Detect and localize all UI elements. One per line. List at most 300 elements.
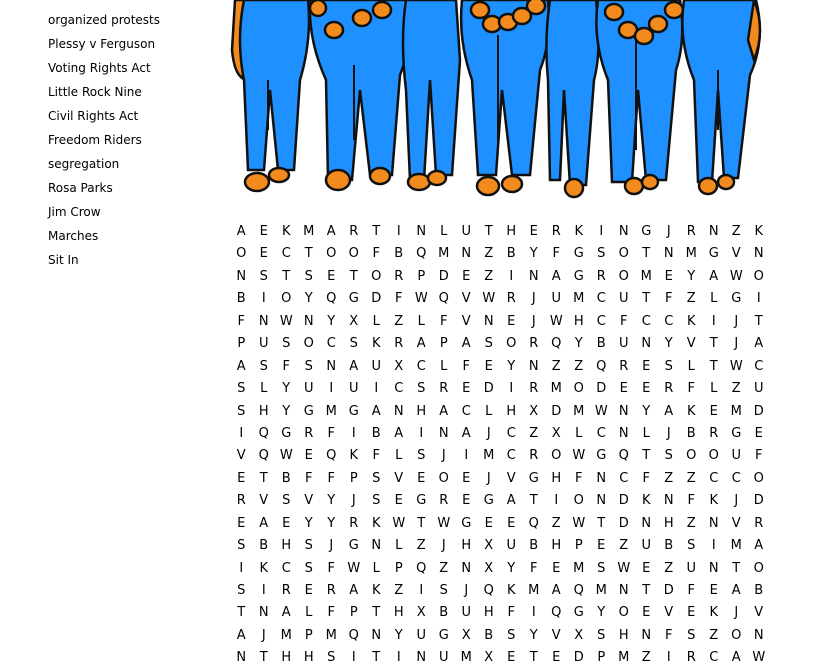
grid-letter: N bbox=[438, 425, 449, 441]
grid-letter: E bbox=[327, 268, 336, 284]
grid-letter: Z bbox=[484, 268, 494, 284]
grid-letter: R bbox=[439, 493, 449, 509]
grid-letter: K bbox=[574, 224, 584, 239]
grid-letter: Y bbox=[304, 291, 313, 307]
grid-letter: F bbox=[552, 246, 560, 262]
grid-letter: L bbox=[710, 291, 718, 307]
grid-letter: D bbox=[753, 403, 764, 419]
grid-letter: Z bbox=[664, 560, 674, 576]
grid-letter: P bbox=[574, 538, 583, 554]
grid-letter: H bbox=[551, 470, 562, 486]
grid-letter: E bbox=[394, 493, 403, 509]
grid-letter: E bbox=[597, 538, 606, 554]
grid-letter: N bbox=[618, 403, 629, 419]
grid-letter: S bbox=[687, 627, 696, 643]
grid-letter: T bbox=[732, 560, 741, 576]
grid-letter: Z bbox=[574, 358, 584, 374]
grid-letter: Z bbox=[641, 650, 651, 666]
grid-letter: N bbox=[753, 627, 764, 643]
grid-letter: S bbox=[507, 627, 516, 643]
grid-letter: T bbox=[259, 470, 268, 486]
grid-letter: U bbox=[438, 650, 449, 666]
grid-letter: S bbox=[304, 358, 313, 374]
grid-letter: M bbox=[573, 403, 585, 419]
grid-letter: U bbox=[641, 538, 651, 554]
grid-letter: J bbox=[734, 493, 739, 509]
grid-letter: N bbox=[708, 560, 719, 576]
grid-letter: A bbox=[551, 583, 561, 598]
grid-letter: I bbox=[239, 560, 244, 576]
grid-letter: Y bbox=[282, 403, 291, 419]
grid-letter: Y bbox=[664, 336, 673, 352]
grid-letter: B bbox=[529, 538, 539, 554]
grid-letter: U bbox=[731, 448, 741, 464]
grid-letter: E bbox=[709, 403, 718, 419]
grid-letter: O bbox=[731, 627, 742, 643]
grid-letter: L bbox=[395, 538, 403, 554]
grid-letter: U bbox=[303, 381, 314, 397]
grid-letter: O bbox=[573, 493, 584, 509]
grid-letter: Q bbox=[326, 448, 337, 464]
grid-letter: Q bbox=[618, 448, 629, 464]
grid-letter: A bbox=[394, 425, 404, 441]
grid-letter: L bbox=[417, 313, 425, 329]
grid-letter: U bbox=[753, 381, 764, 397]
grid-letter: M bbox=[528, 583, 540, 598]
grid-letter: N bbox=[596, 493, 607, 509]
grid-letter: E bbox=[304, 448, 313, 464]
grid-letter: Y bbox=[304, 515, 313, 531]
grid-letter: T bbox=[529, 493, 538, 509]
grid-letter: E bbox=[552, 560, 561, 576]
grid-letter: Q bbox=[416, 246, 427, 262]
grid-letter: M bbox=[460, 650, 472, 666]
grid-letter: T bbox=[529, 650, 538, 666]
grid-letter: T bbox=[484, 224, 493, 239]
grid-letter: M bbox=[573, 560, 585, 576]
grid-letter: A bbox=[461, 425, 471, 441]
grid-letter: M bbox=[730, 538, 742, 554]
person-7 bbox=[682, 0, 760, 194]
grid-letter: E bbox=[507, 650, 516, 666]
grid-letter: K bbox=[709, 493, 719, 509]
grid-letter: A bbox=[754, 336, 764, 352]
grid-letter: J bbox=[351, 493, 356, 509]
grid-letter: B bbox=[664, 538, 674, 554]
grid-letter: N bbox=[663, 493, 674, 509]
grid-letter: O bbox=[551, 448, 562, 464]
grid-letter: E bbox=[642, 358, 651, 374]
grid-letter: O bbox=[753, 560, 764, 576]
grid-letter: T bbox=[642, 448, 651, 464]
grid-letter: S bbox=[237, 381, 246, 397]
grid-letter: U bbox=[618, 336, 629, 352]
grid-letter: W bbox=[752, 650, 766, 666]
grid-letter: Z bbox=[686, 515, 696, 531]
grid-letter: N bbox=[618, 583, 629, 598]
grid-letter: R bbox=[529, 381, 539, 397]
grid-letter: K bbox=[371, 336, 381, 352]
grid-letter: D bbox=[438, 268, 449, 284]
grid-letter: Z bbox=[731, 381, 741, 397]
grid-letter: V bbox=[686, 336, 696, 352]
grid-letter: A bbox=[281, 605, 291, 621]
grid-letter: K bbox=[754, 224, 764, 239]
grid-letter: G bbox=[348, 538, 359, 554]
grid-letter: Z bbox=[439, 560, 449, 576]
grid-letter: M bbox=[595, 583, 607, 598]
grid-letter: W bbox=[414, 291, 428, 307]
word-list-item: Little Rock Nine bbox=[48, 85, 142, 99]
grid-letter: N bbox=[753, 246, 764, 262]
person-6 bbox=[596, 0, 683, 194]
grid-letter: C bbox=[461, 403, 471, 419]
grid-letter: D bbox=[618, 493, 629, 509]
grid-letter: C bbox=[416, 358, 426, 374]
grid-letter: N bbox=[483, 313, 494, 329]
grid-letter: N bbox=[641, 336, 652, 352]
grid-letter: F bbox=[665, 627, 673, 643]
grid-letter: A bbox=[506, 493, 516, 509]
grid-letter: F bbox=[507, 605, 515, 621]
grid-letter: N bbox=[641, 627, 652, 643]
grid-letter: W bbox=[572, 448, 586, 464]
grid-letter: C bbox=[281, 246, 291, 262]
grid-letter: R bbox=[304, 425, 314, 441]
grid-letter: I bbox=[509, 381, 514, 397]
grid-letter: M bbox=[280, 627, 292, 643]
grid-letter: D bbox=[483, 381, 494, 397]
grid-letter: R bbox=[686, 224, 696, 239]
grid-letter: B bbox=[439, 605, 449, 621]
grid-letter: N bbox=[258, 605, 269, 621]
grid-letter: E bbox=[664, 268, 673, 284]
grid-letter: H bbox=[573, 313, 584, 329]
grid-letter: O bbox=[506, 336, 517, 352]
person-1 bbox=[240, 0, 309, 191]
grid-letter: T bbox=[259, 650, 268, 666]
grid-letter: H bbox=[281, 650, 292, 666]
grid-letter: G bbox=[528, 470, 539, 486]
grid-letter: Q bbox=[573, 583, 584, 598]
grid-letter: G bbox=[483, 493, 494, 509]
grid-letter: G bbox=[461, 515, 472, 531]
grid-letter: H bbox=[258, 403, 269, 419]
grid-letter: G bbox=[281, 425, 292, 441]
grid-letter: R bbox=[754, 515, 764, 531]
grid-letter: E bbox=[417, 470, 426, 486]
grid-letter: W bbox=[279, 448, 293, 464]
grid-letter: R bbox=[664, 381, 674, 397]
grid-letter: D bbox=[618, 515, 629, 531]
grid-letter: L bbox=[710, 381, 718, 397]
grid-letter: M bbox=[438, 246, 450, 262]
grid-letter: R bbox=[349, 515, 359, 531]
grid-letter: J bbox=[531, 313, 536, 329]
grid-letter: G bbox=[303, 403, 314, 419]
grid-letter: Z bbox=[394, 583, 404, 598]
grid-letter: A bbox=[236, 224, 246, 239]
grid-letter: H bbox=[281, 538, 292, 554]
grid-letter: X bbox=[461, 627, 471, 643]
grid-letter: C bbox=[709, 650, 719, 666]
grid-letter: K bbox=[371, 583, 381, 598]
grid-letter: N bbox=[528, 268, 539, 284]
grid-letter: R bbox=[349, 224, 359, 239]
grid-letter: Q bbox=[596, 358, 607, 374]
grid-letter: D bbox=[663, 583, 674, 598]
grid-letter: Q bbox=[551, 336, 562, 352]
grid-letter: P bbox=[237, 336, 246, 352]
grid-letter: D bbox=[573, 650, 584, 666]
grid-letter: S bbox=[417, 448, 426, 464]
grid-letter: K bbox=[349, 448, 359, 464]
grid-letter: A bbox=[439, 403, 449, 419]
grid-letter: H bbox=[663, 515, 674, 531]
grid-letter: T bbox=[709, 336, 718, 352]
grid-letter: K bbox=[686, 403, 696, 419]
word-list-item: Marches bbox=[48, 229, 99, 243]
grid-letter: N bbox=[371, 538, 382, 554]
grid-letter: L bbox=[485, 403, 493, 419]
grid-letter: F bbox=[575, 470, 583, 486]
grid-letter: I bbox=[396, 650, 401, 666]
grid-letter: H bbox=[393, 605, 404, 621]
grid-letter: Y bbox=[642, 403, 651, 419]
grid-letter: M bbox=[640, 268, 652, 284]
grid-letter: N bbox=[393, 403, 404, 419]
grid-letter: R bbox=[709, 425, 719, 441]
grid-letter: K bbox=[686, 313, 696, 329]
grid-letter: E bbox=[237, 470, 246, 486]
grid-letter: P bbox=[304, 627, 313, 643]
grid-letter: M bbox=[618, 650, 630, 666]
grid-letter: L bbox=[260, 381, 268, 397]
grid-letter: O bbox=[371, 268, 382, 284]
grid-letter: X bbox=[484, 650, 494, 666]
grid-letter: N bbox=[528, 358, 539, 374]
grid-letter: E bbox=[709, 583, 718, 598]
grid-letter: U bbox=[551, 291, 561, 307]
grid-letter: P bbox=[417, 268, 426, 284]
grid-letter: I bbox=[329, 381, 334, 397]
grid-letter: U bbox=[506, 538, 516, 554]
grid-letter: S bbox=[259, 358, 268, 374]
grid-letter: E bbox=[642, 605, 651, 621]
grid-letter: K bbox=[506, 583, 516, 598]
grid-letter: F bbox=[620, 313, 628, 329]
grid-letter: N bbox=[416, 650, 427, 666]
person-4 bbox=[461, 0, 549, 195]
grid-letter: B bbox=[394, 246, 404, 262]
grid-letter: A bbox=[731, 583, 741, 598]
grid-letter: V bbox=[506, 470, 516, 486]
grid-letter: N bbox=[326, 358, 337, 374]
grid-letter: M bbox=[303, 224, 315, 239]
grid-letter: I bbox=[351, 425, 356, 441]
grid-letter: A bbox=[461, 336, 471, 352]
grid-letter: U bbox=[348, 381, 359, 397]
grid-letter: E bbox=[282, 515, 291, 531]
grid-letter: T bbox=[642, 291, 651, 307]
grid-letter: U bbox=[461, 224, 471, 239]
grid-letter: O bbox=[618, 246, 629, 262]
word-list-item: Freedom Riders bbox=[48, 133, 142, 147]
grid-letter: I bbox=[261, 291, 266, 307]
grid-letter: S bbox=[304, 268, 313, 284]
grid-letter: E bbox=[507, 515, 516, 531]
grid-letter: M bbox=[325, 403, 337, 419]
grid-letter: H bbox=[618, 627, 629, 643]
grid-letter: N bbox=[416, 224, 427, 239]
grid-letter: Z bbox=[731, 224, 741, 239]
grid-letter: O bbox=[753, 470, 764, 486]
grid-letter: X bbox=[394, 358, 404, 374]
grid-letter: F bbox=[462, 358, 470, 374]
grid-letter: Z bbox=[709, 627, 719, 643]
grid-letter: F bbox=[327, 425, 335, 441]
grid-letter: M bbox=[325, 627, 337, 643]
grid-letter: Y bbox=[529, 246, 538, 262]
grid-letter: M bbox=[573, 291, 585, 307]
grid-letter: H bbox=[416, 403, 427, 419]
grid-letter: Z bbox=[416, 538, 426, 554]
grid-letter: B bbox=[484, 627, 494, 643]
grid-letter: F bbox=[642, 470, 650, 486]
grid-letter: E bbox=[642, 381, 651, 397]
grid-letter: H bbox=[551, 538, 562, 554]
grid-letter: J bbox=[464, 583, 469, 598]
grid-letter: W bbox=[437, 515, 451, 531]
grid-letter: J bbox=[734, 313, 739, 329]
grid-letter: K bbox=[371, 515, 381, 531]
grid-letter: F bbox=[755, 448, 763, 464]
grid-letter: Q bbox=[551, 605, 562, 621]
grid-letter: U bbox=[371, 358, 381, 374]
grid-letter: S bbox=[597, 627, 606, 643]
grid-letter: G bbox=[573, 268, 584, 284]
grid-letter: M bbox=[685, 246, 697, 262]
grid-letter: E bbox=[304, 583, 313, 598]
grid-letter: A bbox=[236, 358, 246, 374]
grid-letter: A bbox=[236, 627, 246, 643]
grid-letter: T bbox=[642, 583, 651, 598]
grid-letter: K bbox=[709, 605, 719, 621]
grid-letter: C bbox=[664, 313, 674, 329]
grid-letter: C bbox=[731, 470, 741, 486]
word-list-item: Voting Rights Act bbox=[48, 61, 151, 75]
grid-letter: A bbox=[349, 358, 359, 374]
grid-letter: W bbox=[392, 515, 406, 531]
word-list-item: Civil Rights Act bbox=[48, 109, 139, 123]
grid-letter: S bbox=[372, 470, 381, 486]
grid-letter: K bbox=[259, 560, 269, 576]
grid-letter: W bbox=[729, 268, 743, 284]
grid-letter: D bbox=[371, 291, 382, 307]
grid-letter: E bbox=[462, 268, 471, 284]
grid-letter: M bbox=[550, 381, 562, 397]
grid-letter: O bbox=[618, 268, 629, 284]
grid-letter: A bbox=[551, 268, 561, 284]
grid-letter: V bbox=[259, 493, 269, 509]
grid-letter: A bbox=[754, 538, 764, 554]
grid-letter: A bbox=[416, 336, 426, 352]
grid-letter: V bbox=[304, 493, 314, 509]
grid-letter: T bbox=[372, 650, 381, 666]
grid-letter: J bbox=[441, 538, 446, 554]
grid-letter: C bbox=[596, 313, 606, 329]
grid-letter: F bbox=[327, 605, 335, 621]
grid-letter: S bbox=[304, 560, 313, 576]
grid-letter: T bbox=[372, 224, 381, 239]
grid-letter: M bbox=[730, 403, 742, 419]
grid-letter: M bbox=[483, 448, 495, 464]
grid-letter: K bbox=[641, 493, 651, 509]
word-search-grid bbox=[230, 221, 770, 670]
grid-letter: E bbox=[484, 358, 493, 374]
grid-letter: G bbox=[731, 425, 742, 441]
grid-letter: B bbox=[371, 425, 381, 441]
word-list-item: Rosa Parks bbox=[48, 181, 113, 195]
grid-letter: L bbox=[395, 448, 403, 464]
grid-letter: F bbox=[372, 246, 380, 262]
grid-letter: J bbox=[486, 425, 491, 441]
grid-letter: V bbox=[754, 605, 764, 621]
grid-letter: X bbox=[416, 605, 426, 621]
grid-letter: E bbox=[619, 381, 628, 397]
grid-letter: W bbox=[549, 313, 563, 329]
grid-letter: C bbox=[596, 291, 606, 307]
grid-letter: E bbox=[259, 224, 268, 239]
grid-letter: Y bbox=[327, 313, 336, 329]
grid-letter: N bbox=[303, 313, 314, 329]
grid-letter: S bbox=[687, 538, 696, 554]
grid-letter: Z bbox=[484, 246, 494, 262]
grid-letter: G bbox=[573, 246, 584, 262]
grid-letter: F bbox=[327, 470, 335, 486]
grid-letter: C bbox=[709, 470, 719, 486]
grid-letter: H bbox=[303, 650, 314, 666]
grid-letter: J bbox=[734, 605, 739, 621]
grid-letter: I bbox=[531, 605, 536, 621]
people-standing-illustration bbox=[230, 0, 770, 205]
grid-letter: F bbox=[440, 313, 448, 329]
grid-letter: R bbox=[686, 650, 696, 666]
grid-letter: E bbox=[462, 493, 471, 509]
grid-letter: T bbox=[237, 605, 246, 621]
grid-letter: I bbox=[419, 425, 424, 441]
grid-letter: O bbox=[438, 470, 449, 486]
grid-letter: N bbox=[461, 560, 472, 576]
grid-letter: R bbox=[619, 358, 629, 374]
grid-letter: L bbox=[440, 224, 448, 239]
grid-letter: V bbox=[394, 470, 404, 486]
grid-letter: E bbox=[237, 515, 246, 531]
grid-letter: Y bbox=[282, 381, 291, 397]
grid-letter: B bbox=[596, 336, 606, 352]
grid-letter: E bbox=[462, 381, 471, 397]
grid-letter: L bbox=[372, 313, 380, 329]
grid-letter: J bbox=[329, 538, 334, 554]
grid-letter: V bbox=[551, 627, 561, 643]
grid-letter: N bbox=[618, 425, 629, 441]
grid-letter: W bbox=[594, 403, 608, 419]
grid-letter: S bbox=[259, 268, 268, 284]
grid-letter: J bbox=[261, 627, 266, 643]
grid-letter: H bbox=[461, 538, 472, 554]
grid-letter: O bbox=[753, 268, 764, 284]
grid-letter: Q bbox=[348, 627, 359, 643]
